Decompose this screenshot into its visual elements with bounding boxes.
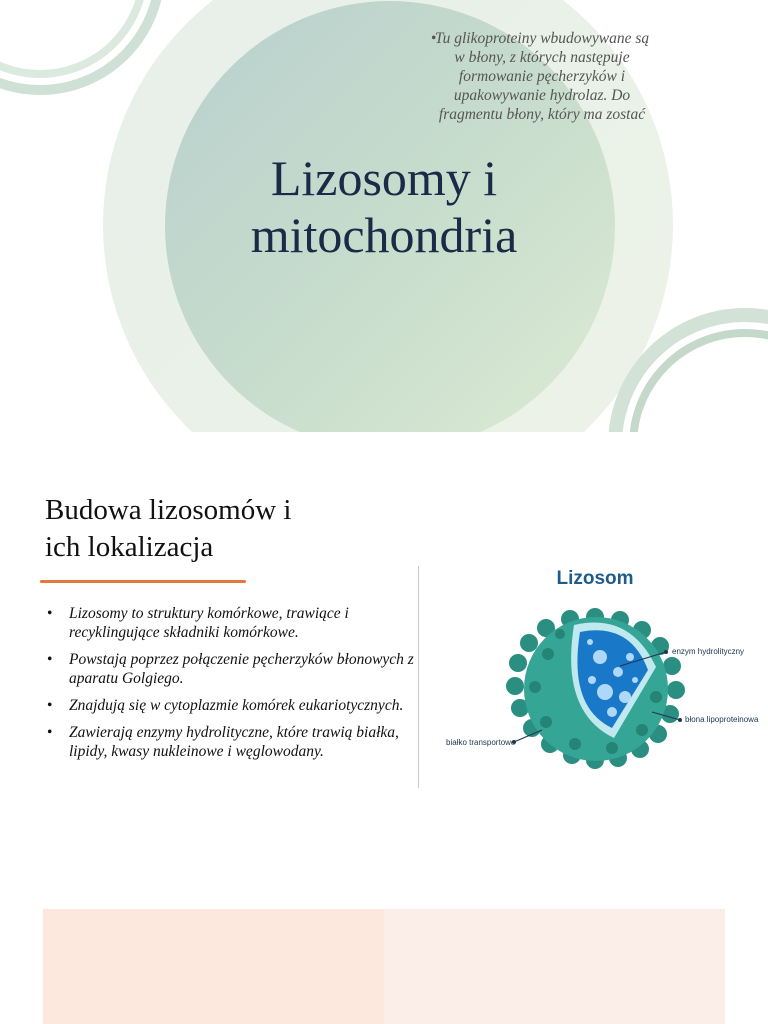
bullet-dot-icon: • (47, 651, 53, 668)
golgi-slide (43, 909, 725, 1024)
arc-bottom-right-fill (645, 345, 768, 432)
bullet-list (45, 604, 425, 769)
slide-heading (45, 492, 385, 566)
bullet-item (45, 604, 425, 642)
bullet-item (45, 650, 425, 688)
lysosome-figure (430, 562, 760, 802)
heading-line-2: ich lokalizacja (45, 531, 214, 563)
bullet-text: Znajdują się w cytoplazmie komórek eukariotycznych. (69, 697, 404, 714)
bullet-dot-icon: • (431, 30, 437, 47)
title-line-1: Lizosomy i (270, 150, 498, 206)
slide3-left-panel (43, 909, 384, 1024)
leader-dot-enzyme (664, 650, 668, 654)
bullet-dot-icon: • (47, 724, 53, 741)
label-membrane: błona lipoproteinowa (685, 715, 759, 724)
slide3-text: Tu glikoproteiny wbudowywane są w błony, z których następuje formowanie pęcherzyków i upakowywanie hydrolaz. Do fragmentu błony, który ma zostać (434, 30, 650, 123)
bullet-item (45, 723, 425, 761)
bullet-dot-icon: • (47, 697, 53, 714)
lysosome-illustration (430, 562, 760, 802)
slide3-bullet-text (385, 29, 685, 124)
bullet-text: Zawierają enzymy hydrolityczne, które trawią białka, lipidy, kwasy nukleinowe i węglowodany. (69, 724, 399, 760)
bullet-text: Powstają poprzez połączenie pęcherzyków błonowych z aparatu Golgiego. (69, 651, 414, 687)
bullet-text: Lizosomy to struktury komórkowe, trawiące i recyklingujące składniki komórkowe. (69, 605, 349, 641)
bullet-item (45, 696, 425, 715)
title-line-2: mitochondria (250, 207, 518, 263)
bullet-dot-icon: • (47, 605, 53, 622)
leader-dot-membrane (678, 718, 682, 722)
accent-underline (40, 580, 246, 583)
lysosome-structure-slide (0, 432, 768, 882)
presentation-title (0, 150, 768, 264)
label-protein: białko transportowe (446, 738, 516, 747)
figure-title: Lizosom (556, 568, 634, 589)
label-enzyme: enzym hydrolityczny (672, 647, 745, 656)
heading-line-1: Budowa lizosomów i (45, 494, 292, 526)
vertical-divider (418, 566, 419, 788)
slide3-right-panel (384, 909, 725, 1024)
